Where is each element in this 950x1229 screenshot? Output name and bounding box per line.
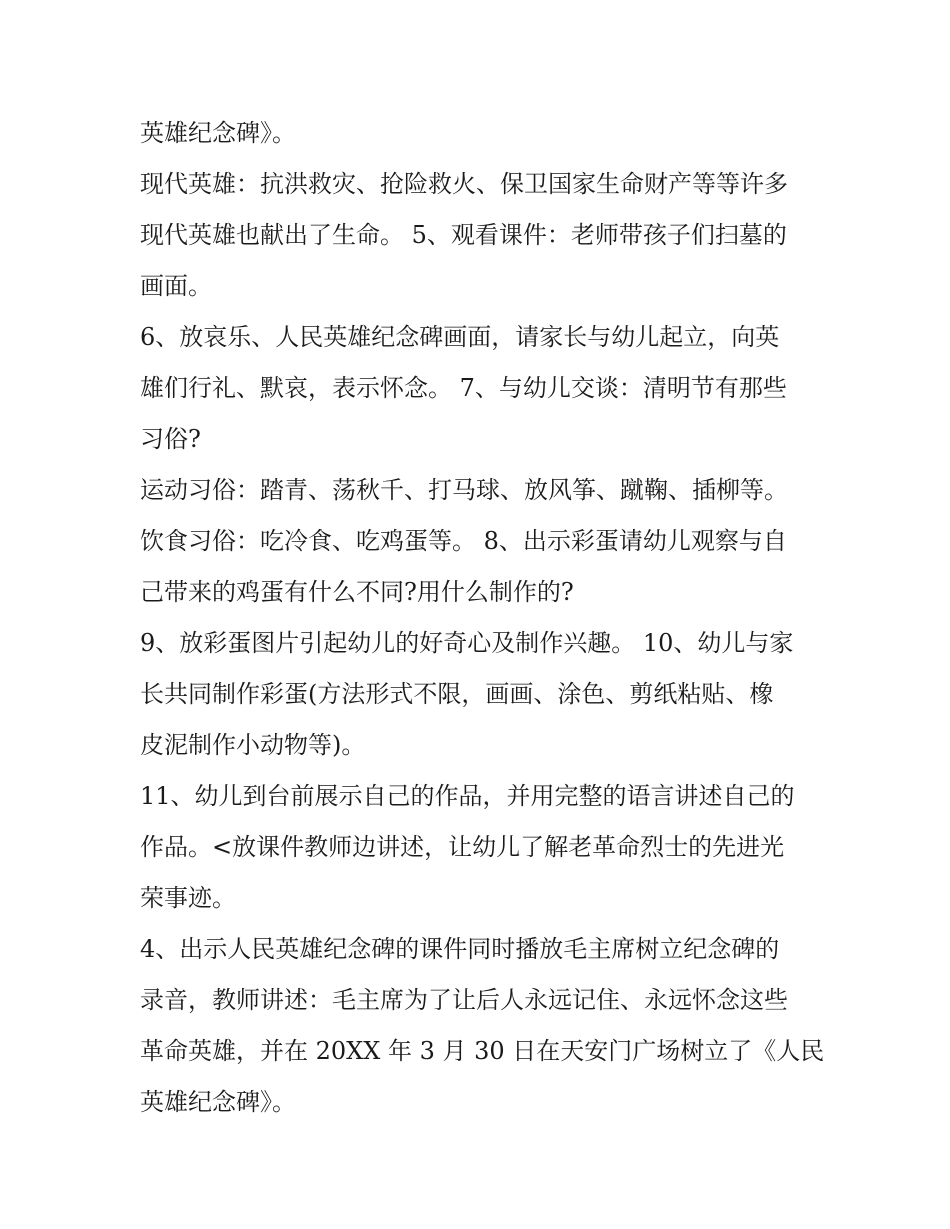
document-body (140, 108, 825, 1128)
text-line: 现代英雄也献出了生命。 5、观看课件：老师带孩子们扫墓的 (140, 221, 787, 249)
text-line: 雄们行礼、默哀，表示怀念。 7、与幼儿交谈：清明节有那些 (140, 374, 787, 402)
text-line: 6、放哀乐、人民英雄纪念碑画面，请家长与幼儿起立，向英 (140, 323, 780, 351)
text-line: 皮泥制作小动物等)。 (140, 731, 366, 759)
paragraph (140, 771, 812, 924)
text-line: 饮食习俗：吃冷食、吃鸡蛋等。 8、出示彩蛋请幼儿观察与自 (140, 527, 787, 555)
text-line: 作品。<放课件教师边讲述，让幼儿了解老革命烈士的先进光 (140, 833, 785, 861)
text-line: 11、幼儿到台前展示自己的作品，并用完整的语言讲述自己的 (140, 782, 795, 810)
text-line: 运动习俗：踏青、荡秋千、打马球、放风筝、蹴鞠、插柳等。 (140, 476, 788, 504)
text-line: 4、出示人民英雄纪念碑的课件同时播放毛主席树立纪念碑的 (140, 935, 780, 963)
text-line: 画面。 (140, 272, 212, 300)
paragraph (140, 159, 812, 312)
text-line: 习俗? (140, 425, 201, 453)
text-line: 己带来的鸡蛋有什么不同?用什么制作的? (140, 578, 574, 606)
text-line: 现代英雄：抗洪救灾、抢险救火、保卫国家生命财产等等许多 (140, 170, 788, 198)
text-line: 英雄纪念碑》。 (140, 1088, 296, 1116)
text-line: 荣事迹。 (140, 884, 236, 912)
paragraph (140, 924, 825, 1128)
paragraph (140, 618, 812, 771)
text-line: 录音，教师讲述：毛主席为了让后人永远记住、永远怀念这些 (140, 986, 788, 1014)
paragraph (140, 312, 812, 465)
paragraph (140, 108, 812, 159)
text-line: 长共同制作彩蛋(方法形式不限，画画、涂色、剪纸粘贴、橡 (140, 680, 774, 708)
text-line: 9、放彩蛋图片引起幼儿的好奇心及制作兴趣。 10、幼儿与家 (140, 629, 794, 657)
paragraph (140, 465, 812, 618)
text-line: 英雄纪念碑》。 (140, 119, 296, 147)
text-line: 革命英雄，并在 20XX 年 3 月 30 日在天安门广场树立了《人民 (140, 1037, 825, 1065)
